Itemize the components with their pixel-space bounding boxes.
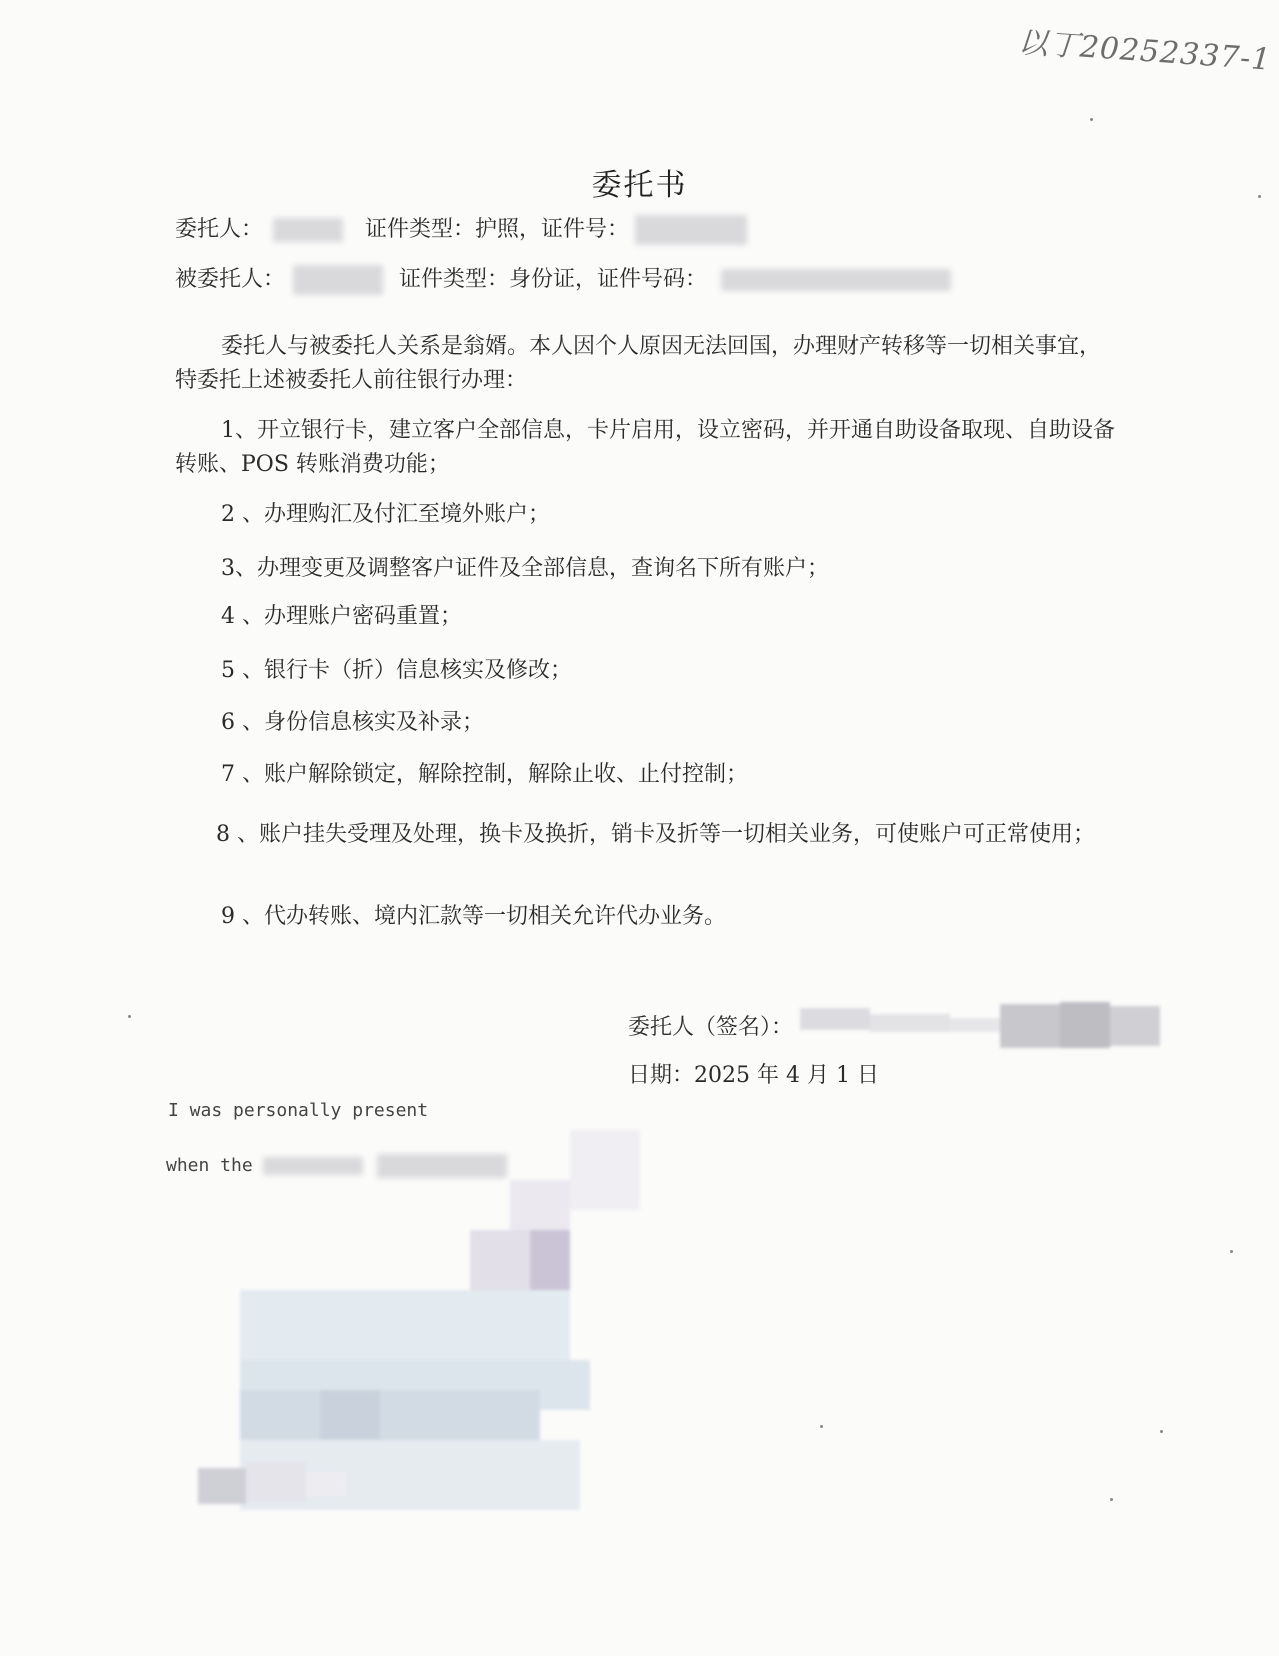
- signature-label: 委托人（签名）：: [628, 1015, 794, 1040]
- principal-line: [175, 212, 747, 245]
- list-item: 1、开立银行卡，建立客户全部信息，卡片启用，设立密码，并开通自助设备取现、自助设备转账、POS 转账消费功能；: [175, 418, 1116, 477]
- speck: [1230, 1250, 1233, 1253]
- speck: [1090, 118, 1093, 121]
- redacted-signature: [800, 1000, 1160, 1050]
- signature-date: 日期：2025 年 4 月 1 日: [628, 1063, 879, 1088]
- agent-label: 被委托人：: [175, 267, 286, 292]
- notary-line-1: I was personally present: [168, 1100, 429, 1121]
- speck: [1110, 1498, 1113, 1501]
- handwritten-reference-number: 以丁20252337-1: [1016, 25, 1273, 78]
- signature-line: [628, 1010, 793, 1041]
- redacted-notary-signature: [198, 1462, 378, 1522]
- document-title: 委托书: [591, 168, 688, 203]
- redacted-id-number: [721, 269, 951, 291]
- agent-line: [175, 262, 951, 295]
- speck: [820, 1425, 823, 1428]
- speck: [1160, 1430, 1163, 1433]
- redacted-agent-name: [293, 265, 383, 295]
- principal-id-type: 证件类型：护照，证件号：: [365, 217, 630, 242]
- list-item: 7 、账户解除锁定，解除控制，解除止收、止付控制；: [221, 762, 748, 787]
- speck: [1258, 195, 1261, 198]
- speck: [128, 1015, 131, 1018]
- list-item: 5 、银行卡（折）信息核实及修改；: [221, 658, 572, 683]
- list-item: 4 、办理账户密码重置；: [221, 604, 462, 629]
- list-item: 6 、身份信息核实及补录；: [221, 710, 484, 735]
- agent-id-type: 证件类型：身份证，证件号码：: [399, 267, 708, 292]
- list-item: 3、办理变更及调整客户证件及全部信息，查询名下所有账户；: [221, 556, 829, 581]
- redacted-principal-name: [273, 218, 343, 242]
- list-item: 2 、办理购汇及付汇至境外账户；: [221, 502, 550, 527]
- list-item: 9 、代办转账、境内汇款等一切相关允许代办业务。: [221, 904, 726, 929]
- principal-label: 委托人：: [175, 217, 264, 242]
- notary-line-2-text: when the: [166, 1155, 253, 1176]
- redacted-passport-number: [635, 215, 747, 245]
- intro-paragraph: 委托人与被委托人关系是翁婿。本人因个人原因无法回国，办理财产转移等一切相关事宜，特委托上述被委托人前往银行办理：: [175, 334, 1102, 393]
- list-item: 8 、账户挂失受理及处理，换卡及换折，销卡及折等一切相关业务，可使账户可正常使用；: [216, 822, 1095, 847]
